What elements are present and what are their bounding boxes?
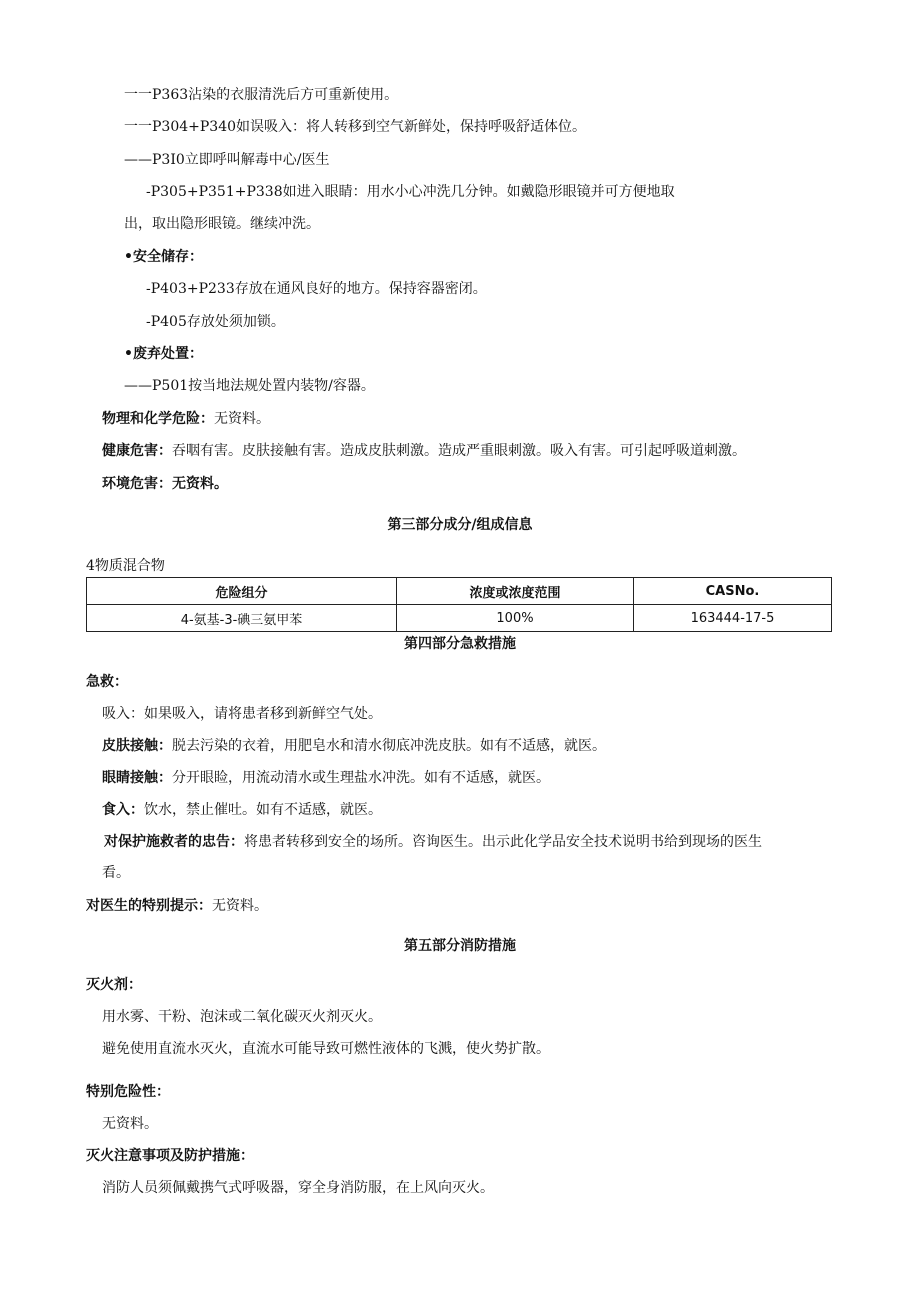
section5-title: 第五部分消防措施	[404, 938, 516, 954]
disposal-heading: •废弃处置：	[124, 346, 203, 362]
doctor-value: 无资料。	[212, 898, 268, 914]
first-aid-heading: 急救：	[86, 674, 128, 690]
precaution-p501: ——P501按当地法规处置内装物/容器。	[124, 378, 375, 394]
firefighting-notes-value: 消防人员须佩戴携气式呼吸器，穿全身消防服，在上风向灭火。	[102, 1180, 494, 1196]
env-hazard-value: 无资料。	[172, 476, 228, 492]
inhale-label: 吸入：	[102, 706, 144, 722]
skin-label: 皮肤接触：	[102, 738, 172, 754]
precaution-p405: -P405存放处须加锁。	[146, 314, 285, 330]
health-hazard-value: 吞咽有害。皮肤接触有害。造成皮肤刺激。造成严重眼刺激。吸入有害。可引起呼吸道刺激。	[172, 443, 746, 459]
precaution-p403: -P403+P233存放在通风良好的地方。保持容器密闭。	[146, 281, 487, 297]
precaution-p305-line1: -P305+P351+P338如进入眼睛：用水小心冲洗几分钟。如戴隐形眼镜并可方便地取	[146, 184, 675, 200]
column-header: CASNo.	[634, 578, 832, 605]
env-hazard-label: 环境危害：	[102, 476, 172, 492]
rescuer-label: 对保护施救者的忠告：	[104, 834, 244, 850]
physical-hazard-value: 无资料。	[214, 411, 270, 427]
storage-heading: •安全储存：	[124, 249, 203, 265]
skin-value: 脱去污染的衣着，用肥皂水和清水彻底冲洗皮肤。如有不适感，就医。	[172, 738, 606, 754]
extinguisher-heading: 灭火剂：	[86, 977, 142, 993]
composition-table	[86, 577, 832, 632]
rescuer-value: 将患者转移到安全的场所。咨询医生。出示此化学品安全技术说明书给到现场的医生	[244, 834, 762, 850]
env-hazard	[102, 475, 228, 493]
table-row	[87, 605, 832, 632]
eye-value: 分开眼睑，用流动清水或生理盐水冲洗。如有不适感，就医。	[172, 770, 550, 786]
first-aid-skin	[102, 737, 606, 755]
special-hazard-value: 无资料。	[102, 1116, 158, 1132]
precaution-p363: 一一P363沾染的衣服清洗后方可重新使用。	[124, 87, 399, 103]
first-aid-inhale	[102, 705, 382, 723]
rescuer-advice-cont: 看。	[102, 865, 130, 881]
precaution-p304: 一一P304+P340如误吸入：将人转移到空气新鲜处，保持呼吸舒适体位。	[124, 119, 587, 135]
physical-hazard-label: 物理和化学危险：	[102, 411, 214, 427]
table-cell: 4-氨基-3-碘三氨甲苯	[87, 605, 397, 632]
section3-title: 第三部分成分/组成信息	[387, 517, 533, 533]
first-aid-eye	[102, 769, 550, 787]
doctor-note	[86, 897, 268, 915]
doctor-label: 对医生的特别提示：	[86, 898, 212, 914]
firefighting-notes-heading: 灭火注意事项及防护措施：	[86, 1148, 254, 1164]
extinguisher-line1: 用水雾、干粉、泡沫或二氧化碳灭火剂灭火。	[102, 1009, 382, 1025]
table-header-row	[87, 578, 832, 605]
health-hazard	[102, 442, 746, 460]
physical-hazard	[102, 410, 270, 428]
ingest-value: 饮水，禁止催吐。如有不适感，就医。	[144, 802, 382, 818]
first-aid-ingest	[102, 801, 382, 819]
special-hazard-heading: 特别危险性：	[86, 1084, 170, 1100]
extinguisher-line2: 避免使用直流水灭火，直流水可能导致可燃性液体的飞溅，使火势扩散。	[102, 1041, 550, 1057]
column-header: 危险组分	[87, 578, 397, 605]
table-cell: 163444-17-5	[634, 605, 832, 632]
section4-title: 第四部分急救措施	[404, 636, 516, 652]
substance-type: 4物质混合物	[86, 558, 165, 574]
table-cell: 100%	[397, 605, 634, 632]
ingest-label: 食入：	[102, 802, 144, 818]
precaution-p305-line2: 出，取出隐形眼镜。继续冲洗。	[124, 216, 320, 232]
precaution-p310: ——P3I0立即呼叫解毒中心/医生	[124, 152, 330, 168]
inhale-value: 如果吸入，请将患者移到新鲜空气处。	[144, 706, 382, 722]
column-header: 浓度或浓度范围	[397, 578, 634, 605]
eye-label: 眼睛接触：	[102, 770, 172, 786]
rescuer-advice	[104, 833, 762, 851]
health-hazard-label: 健康危害：	[102, 443, 172, 459]
